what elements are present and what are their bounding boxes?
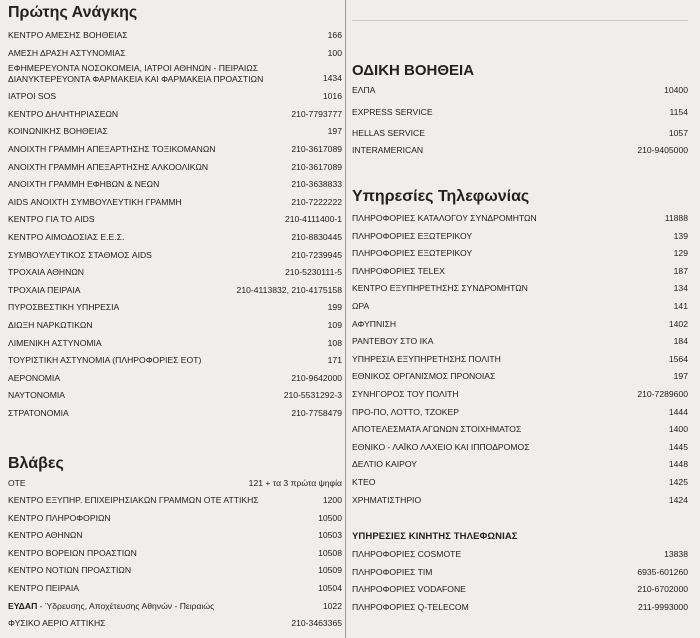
entry-number: 210-3617089 — [291, 143, 342, 154]
entry-number: 210-4113832, 210-4175158 — [236, 284, 342, 295]
entry-label: INTERAMERICAN — [352, 145, 424, 156]
roadside-title: ΟΔΙΚΗ ΒΟΗΘΕΙΑ — [352, 62, 475, 79]
entry-number: 197 — [327, 126, 342, 137]
entry-label: ΚΕΝΤΡΟ ΑΙΜΟΔΟΣΙΑΣ Ε.Ε.Σ. — [8, 231, 125, 242]
list-item — [352, 421, 688, 439]
entry-number: 1016 — [322, 91, 342, 102]
entry-label: ΕΘΝΙΚΟΣ ΟΡΓΑΝΙΣΜΟΣ ΠΡΟΝΟΙΑΣ — [352, 371, 496, 382]
entry-label: ΚΕΝΤΡΟ ΓΙΑ ΤΟ AIDS — [8, 214, 95, 225]
entry-number: 139 — [673, 230, 688, 241]
list-item — [8, 141, 342, 159]
entry-label: ΠΛΗΡΟΦΟΡΙΕΣ Q-TELECOM — [352, 601, 469, 612]
entry-label: ΤΡΟΧΑΙΑ ΠΕΙΡΑΙΑ — [8, 284, 81, 295]
entry-number: 10504 — [318, 582, 342, 593]
list-item — [8, 545, 342, 563]
list-item — [352, 125, 688, 143]
list-item — [352, 404, 688, 422]
entry-label: ΠΛΗΡΟΦΟΡΙΕΣ ΕΞΩΤΕΡΙΚΟΥ — [352, 248, 473, 259]
list-item — [8, 615, 342, 633]
entry-label: EXPRESS SERVICE — [352, 106, 433, 117]
entry-number: 210-8830445 — [291, 231, 342, 242]
list-item — [352, 439, 688, 457]
list-item — [8, 299, 342, 317]
entry-number: 1200 — [322, 495, 342, 505]
entry-label: ΚΟΙΝΩΝΙΚΗΣ ΒΟΗΘΕΙΑΣ — [8, 126, 108, 137]
list-item — [352, 386, 688, 404]
telephony-list — [352, 210, 688, 509]
entry-number: 10500 — [318, 512, 342, 523]
list-item — [352, 210, 688, 228]
column-divider — [345, 0, 346, 638]
entry-label: ΚΕΝΤΡΟ ΑΜΕΣΗΣ ΒΟΗΘΕΙΑΣ — [8, 30, 128, 40]
entry-label: ΥΠΗΡΕΣΙΑ ΕΞΥΠΗΡΕΤΗΣΗΣ ΠΟΛΙΤΗ — [352, 353, 501, 364]
entry-number: 210-3617089 — [291, 161, 342, 172]
list-item — [8, 159, 342, 177]
entry-label-rest: - Ύδρευσης, Αποχέτευσης Αθηνών - Πειραιώς — [37, 600, 215, 611]
entry-label: AIDS ΑΝΟΙΧΤΗ ΣΥΜΒΟΥΛΕΥΤΙΚΗ ΓΡΑΜΜΗ — [8, 196, 182, 207]
list-item — [352, 564, 688, 582]
list-item — [8, 335, 342, 353]
entry-number: 1402 — [668, 318, 688, 329]
list-item — [8, 370, 342, 388]
list-item — [352, 368, 688, 386]
list-item — [8, 527, 342, 545]
list-item — [352, 100, 688, 125]
list-item — [352, 298, 688, 316]
list-item — [8, 247, 342, 265]
list-item — [8, 475, 342, 492]
entry-number: 141 — [673, 300, 688, 311]
list-item — [352, 280, 688, 298]
mobile-title: ΥΠΗΡΕΣΙΕΣ ΚΙΝΗΤΗΣ ΤΗΛΕΦΩΝΙΑΣ — [352, 531, 518, 542]
entry-label: ΦΥΣΙΚΟ ΑΕΡΙΟ ΑΤΤΙΚΗΣ — [8, 618, 106, 629]
list-item — [8, 598, 342, 616]
list-item — [8, 27, 342, 45]
list-item — [8, 317, 342, 335]
entry-number: 11888 — [664, 213, 688, 223]
entry-label: ΠΛΗΡΟΦΟΡΙΕΣ ΚΑΤΑΛΟΓΟΥ ΣΥΝΔΡΟΜΗΤΩΝ — [352, 213, 537, 223]
list-item — [8, 352, 342, 370]
list-item — [352, 245, 688, 263]
entry-label: ΟΤΕ — [8, 478, 26, 488]
list-item — [8, 510, 342, 528]
list-item — [8, 405, 342, 423]
entry-label: ΑΝΟΙΧΤΗ ΓΡΑΜΜΗ ΕΦΗΒΩΝ & ΝΕΩΝ — [8, 179, 160, 190]
entry-number: 129 — [673, 248, 688, 259]
entry-label: ΕΘΝΙΚΟ - ΛΑΪΚΟ ΛΑΧΕΙΟ ΚΑΙ ΙΠΠΟΔΡΟΜΟΣ — [352, 441, 530, 452]
entry-label: ΑΕΡΟΝΟΜΙΑ — [8, 372, 61, 383]
entry-number: 210-4111400-1 — [284, 214, 342, 225]
entry-number: 1425 — [668, 476, 688, 487]
entry-number: 1448 — [668, 459, 688, 470]
list-item — [8, 492, 342, 510]
entry-label: ΤΟΥΡΙΣΤΙΚΗ ΑΣΤΥΝΟΜΙΑ (ΠΛΗΡΟΦΟΡΙΕΣ ΕΟΤ) — [8, 355, 202, 366]
list-item — [8, 106, 342, 124]
entry-label: ΙΑΤΡΟΙ SOS — [8, 91, 57, 102]
entry-number: 1424 — [668, 494, 688, 505]
list-item — [352, 599, 688, 617]
list-item — [8, 88, 342, 106]
entry-number: 1444 — [668, 406, 688, 417]
entry-label: ΠΡΟ-ΠΟ, ΛΟΤΤΟ, ΤΖΟΚΕΡ — [352, 406, 459, 417]
entry-label: ΕΛΠΑ — [352, 85, 376, 95]
entry-number: 210-7289600 — [637, 388, 688, 399]
entry-label: ΑΝΟΙΧΤΗ ΓΡΑΜΜΗ ΑΠΕΞΑΡΤΗΣΗΣ ΤΟΞΙΚΟΜΑΝΩΝ — [8, 143, 216, 154]
entry-number: 134 — [673, 283, 688, 294]
entry-number: 10400 — [664, 85, 688, 95]
entry-number: 210-5531292-3 — [283, 390, 342, 401]
entry-number: 10503 — [318, 530, 342, 541]
entry-label: ΠΛΗΡΟΦΟΡΙΕΣ ΕΞΩΤΕΡΙΚΟΥ — [352, 230, 473, 241]
entry-number: 171 — [327, 355, 342, 366]
entry-number: 197 — [673, 371, 688, 382]
list-item — [352, 351, 688, 369]
entry-number: 1400 — [668, 424, 688, 435]
list-item — [352, 581, 688, 599]
entry-label-bold: ΕΥΔΑΠ — [8, 600, 38, 611]
top-rule — [352, 20, 688, 21]
entry-number: 210-9405000 — [637, 145, 688, 156]
entry-label: ΠΛΗΡΟΦΟΡΙΕΣ TELEX — [352, 265, 445, 276]
entry-label: ΚΕΝΤΡΟ ΠΛΗΡΟΦΟΡΙΩΝ — [8, 512, 111, 523]
mobile-list — [352, 546, 688, 616]
entry-number: 210-9642000 — [291, 372, 342, 383]
list-item — [8, 123, 342, 141]
list-item — [352, 456, 688, 474]
entry-label: ΑΝΟΙΧΤΗ ΓΡΑΜΜΗ ΑΠΕΞΑΡΤΗΣΗΣ ΑΛΚΟΟΛΙΚΩΝ — [8, 161, 209, 172]
entry-number: 1564 — [668, 353, 688, 364]
list-item — [8, 176, 342, 194]
entry-label: ΧΡΗΜΑΤΙΣΤΗΡΙΟ — [352, 494, 422, 505]
entry-number: 210-7758479 — [291, 407, 342, 418]
entry-label: ΚΕΝΤΡΟ ΑΘΗΝΩΝ — [8, 530, 83, 541]
entry-label: ΚΕΝΤΡΟ ΕΞΥΠΗΡ. ΕΠΙΧΕΙΡΗΣΙΑΚΩΝ ΓΡΑΜΜΩΝ ΟΤΕ ΑΤΤΙΚΗΣ — [8, 495, 259, 505]
entry-number: 108 — [327, 337, 342, 348]
list-item — [352, 474, 688, 492]
entry-number: 1057 — [668, 127, 688, 138]
emergency-title: Πρώτης Ανάγκης — [8, 4, 138, 21]
entry-label: ΔΙΩΞΗ ΝΑΡΚΩΤΙΚΩΝ — [8, 319, 93, 330]
entry-number: 1434 — [322, 73, 342, 84]
list-item — [8, 387, 342, 405]
entry-label: ΚΕΝΤΡΟ ΒΟΡΕΙΩΝ ΠΡΟΑΣΤΙΩΝ — [8, 547, 137, 558]
entry-number: 211-9993000 — [637, 601, 688, 612]
entry-label: ΚΤΕΟ — [352, 476, 376, 487]
roadside-list — [352, 82, 688, 160]
entry-label: ΣΥΝΗΓΟΡΟΣ ΤΟΥ ΠΟΛΙΤΗ — [352, 388, 459, 399]
entry-label: ΚΕΝΤΡΟ ΔΗΛΗΤΗΡΙΑΣΕΩΝ — [8, 108, 119, 119]
entry-number: 100 — [327, 47, 342, 58]
list-item — [8, 562, 342, 580]
list-item — [8, 282, 342, 300]
list-item — [8, 211, 342, 229]
entry-number: 109 — [327, 319, 342, 330]
list-item — [8, 580, 342, 598]
faults-list — [8, 475, 342, 633]
list-item — [352, 316, 688, 334]
entry-label: ΝΑΥΤΟΝΟΜΙΑ — [8, 390, 65, 401]
entry-number: 1022 — [322, 600, 342, 611]
emergency-list — [8, 27, 342, 422]
entry-label: ΠΛΗΡΟΦΟΡΙΕΣ TIM — [352, 566, 433, 577]
entry-label: ΠΛΗΡΟΦΟΡΙΕΣ COSMOTE — [352, 549, 462, 559]
entry-number: 199 — [327, 302, 342, 313]
entry-number: 6935-601260 — [637, 566, 688, 577]
entry-label: ΛΙΜΕΝΙΚΗ ΑΣΤΥΝΟΜΙΑ — [8, 337, 102, 348]
entry-label: ΚΕΝΤΡΟ ΠΕΙΡΑΙΑ — [8, 582, 79, 593]
list-item — [352, 546, 688, 564]
list-item — [8, 229, 342, 247]
entry-label: ΑΜΕΣΗ ΔΡΑΣΗ ΑΣΤΥΝΟΜΙΑΣ — [8, 47, 126, 58]
entry-number: 210-5230111-5 — [284, 267, 342, 278]
entry-number: 187 — [673, 265, 688, 276]
list-item — [352, 142, 688, 160]
entry-number: 184 — [673, 336, 688, 347]
entry-label: ΔΕΛΤΙΟ ΚΑΙΡΟΥ — [352, 459, 418, 470]
entry-label: ΕΦΗΜΕΡΕΥΟΝΤΑ ΝΟΣΟΚΟΜΕΙΑ, ΙΑΤΡΟΙ ΑΘΗΝΩΝ - ΠΕΙΡΑΙΩΣ ΔΙΑΝΥΚΤΕΡΕΥΟΝΤΑ ΦΑΡΜΑΚΕΙΑ ΚΑΙ ΦΑΡΜΑΚΕΙΑ ΠΡΟΑΣΤΙΩΝ — [8, 63, 264, 85]
entry-label: ΚΕΝΤΡΟ ΝΟΤΙΩΝ ΠΡΟΑΣΤΙΩΝ — [8, 565, 132, 576]
entry-label: ΠΛΗΡΟΦΟΡΙΕΣ VODAFONE — [352, 584, 466, 595]
list-item — [352, 82, 688, 100]
list-item — [8, 62, 342, 88]
entry-number: 13838 — [664, 549, 688, 559]
entry-number: 10508 — [318, 547, 342, 558]
entry-number: 210-3463365 — [291, 618, 342, 629]
entry-label: ΑΦΥΠΝΙΣΗ — [352, 318, 397, 329]
entry-label: ΠΥΡΟΣΒΕΣΤΙΚΗ ΥΠΗΡΕΣΙΑ — [8, 302, 120, 313]
entry-label: ΤΡΟΧΑΙΑ ΑΘΗΝΩΝ — [8, 267, 84, 278]
list-item — [352, 228, 688, 246]
faults-title: Βλάβες — [8, 455, 64, 472]
entry-number: 210-3638833 — [291, 179, 342, 190]
entry-number: 210-7239945 — [291, 249, 342, 260]
entry-label — [8, 598, 214, 616]
list-item — [352, 333, 688, 351]
entry-label: ΣΥΜΒΟΥΛΕΥΤΙΚΟΣ ΣΤΑΘΜΟΣ AIDS — [8, 249, 152, 260]
entry-label: ΩΡΑ — [352, 300, 370, 311]
list-item — [8, 264, 342, 282]
entry-number: 1445 — [668, 441, 688, 452]
telephony-title: Υπηρεσίες Τηλεφωνίας — [352, 188, 530, 205]
list-item — [8, 194, 342, 212]
entry-label: ΡΑΝΤΕΒΟΥ ΣΤΟ ΙΚΑ — [352, 336, 434, 347]
entry-number: 1154 — [669, 106, 688, 117]
entry-label: ΣΤΡΑΤΟΝΟΜΙΑ — [8, 407, 69, 418]
entry-number: 210-7793777 — [291, 108, 342, 119]
entry-label: ΚΕΝΤΡΟ ΕΞΥΠΗΡΕΤΗΣΗΣ ΣΥΝΔΡΟΜΗΤΩΝ — [352, 283, 528, 294]
entry-number: 210-7222222 — [291, 196, 342, 207]
entry-number: 210-6702000 — [637, 584, 688, 595]
entry-label: HELLAS SERVICE — [352, 127, 425, 138]
list-item — [352, 492, 688, 510]
list-item — [8, 45, 342, 63]
entry-label: ΑΠΟΤΕΛΕΣΜΑΤΑ ΑΓΩΝΩΝ ΣΤΟΙΧΗΜΑΤΟΣ — [352, 424, 522, 435]
list-item — [352, 263, 688, 281]
entry-number: 121 + τα 3 πρώτα ψηφία — [248, 478, 342, 488]
entry-number: 166 — [327, 30, 342, 40]
entry-number: 10509 — [318, 565, 342, 576]
